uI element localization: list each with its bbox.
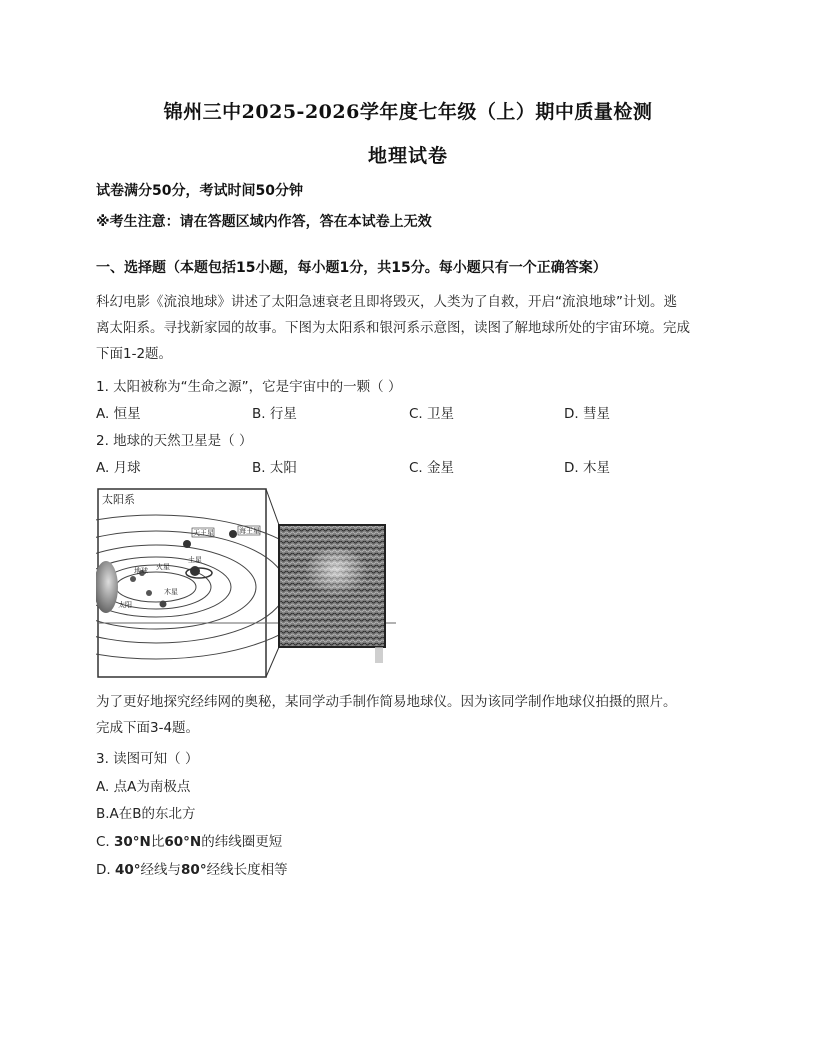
- question-3-stem: 3. 读图可知（ ）: [96, 751, 199, 767]
- planet-label: 海王星: [239, 527, 260, 535]
- q1-option-d: D. 彗星: [564, 406, 610, 422]
- material-paragraph-1: [96, 289, 690, 367]
- section-heading: 一、选择题（本题包括15小题，每小题1分，共15分。每小题只有一个正确答案）: [96, 260, 607, 276]
- planet-icon: [160, 601, 167, 608]
- exam-subtitle: 地理试卷: [367, 145, 448, 167]
- planet-label: 火星: [156, 563, 170, 571]
- planet-label: 太阳: [118, 601, 132, 609]
- planet-icon: [229, 530, 237, 538]
- planet-icon: [183, 540, 191, 548]
- question-2-stem: 2. 地球的天然卫星是（ ）: [96, 433, 253, 449]
- solar-system-galaxy-figure: [96, 487, 396, 682]
- answer-notice: ※考生注意：请在答题区域内作答，答在本试卷上无效: [96, 214, 432, 230]
- q1-option-a: A. 恒星: [96, 406, 141, 422]
- question-1-stem: 1. 太阳被称为“生命之源”，它是宇宙中的一颗（ ）: [96, 379, 402, 395]
- q3-option-a: A. 点A为南极点: [96, 779, 191, 795]
- q3-option-b: B.A在B的东北方: [96, 806, 196, 822]
- q3-option-d: D. 40°经线与80°经线长度相等: [96, 862, 288, 878]
- q2-option-c: C. 金星: [409, 460, 455, 476]
- exam-title: 锦州三中2025-2026学年度七年级（上）期中质量检测: [163, 101, 653, 123]
- material-paragraph-2: [96, 689, 677, 741]
- material-line: 科幻电影《流浪地球》讲述了太阳急速衰老且即将毁灭，人类为了自救，开启“流浪地球”计划。逃: [96, 294, 677, 310]
- q3-option-c: C. 30°N比60°N的纬线圈更短: [96, 834, 283, 850]
- planet-label: 土星: [188, 556, 202, 564]
- planet-label: 木星: [164, 588, 178, 596]
- planet-label: 天王星: [193, 529, 214, 537]
- score-time-note: 试卷满分50分，考试时间50分钟: [96, 183, 303, 199]
- material-line: 完成下面3-4题。: [96, 720, 200, 736]
- planet-icon: [130, 576, 136, 582]
- q2-option-a: A. 月球: [96, 460, 141, 476]
- q2-option-d: D. 木星: [564, 460, 610, 476]
- planet-label: 地球: [134, 567, 148, 575]
- q1-option-b: B. 行星: [252, 406, 297, 422]
- material-line: 离太阳系。寻找新家园的故事。下图为太阳系和银河系示意图，读图了解地球所处的宇宙环境。完成: [96, 320, 690, 336]
- panel-label: 太阳系: [102, 493, 135, 506]
- material-line: 下面1-2题。: [96, 346, 173, 362]
- material-line: 为了更好地探究经纬网的奥秘，某同学动手制作简易地球仪。因为该同学制作地球仪拍摄的照片。: [96, 694, 677, 710]
- planet-icon: [146, 590, 152, 596]
- q2-option-b: B. 太阳: [252, 460, 297, 476]
- q1-option-c: C. 卫星: [409, 406, 455, 422]
